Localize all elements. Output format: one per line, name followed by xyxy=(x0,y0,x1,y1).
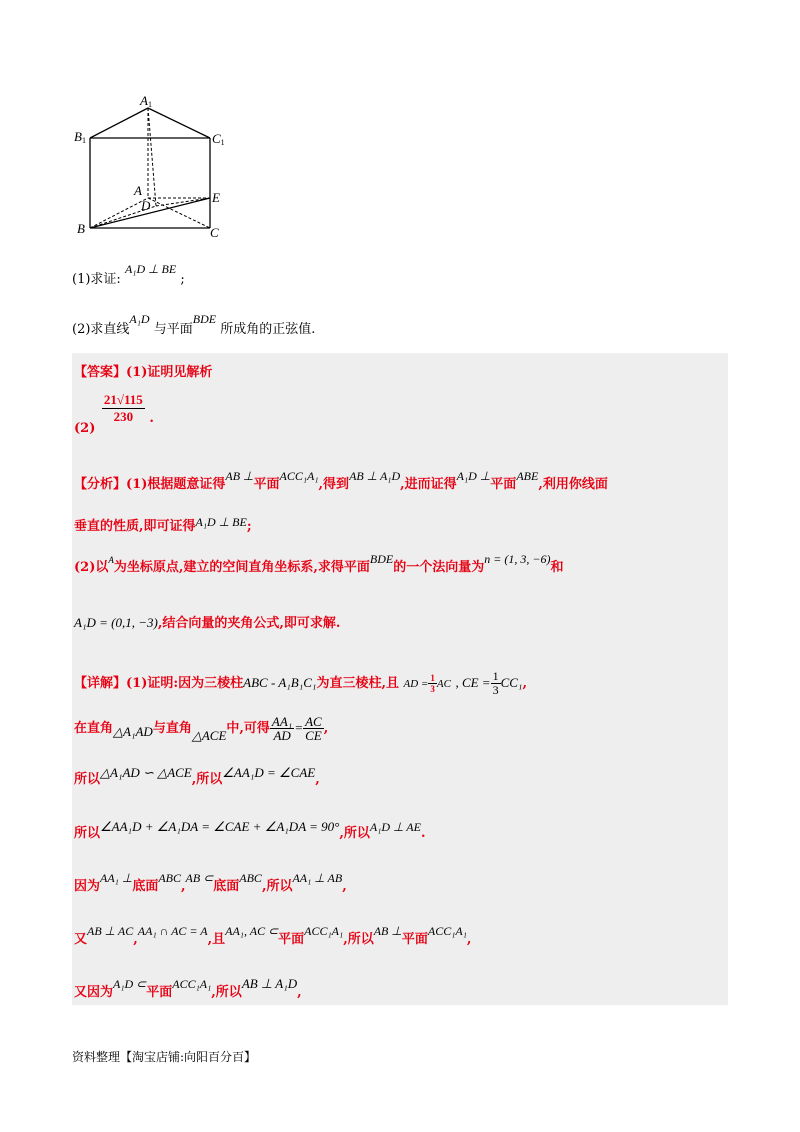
detail-line-5: 因为AA₁ ⊥底面ABC,AB ⊂底面ABC,所以AA₁ ⊥ AB, xyxy=(74,871,347,894)
answer-label: 【答案】(1)证明见解析 xyxy=(74,365,213,380)
detail-line-4: 所以∠AA₁D + ∠A₁DA = ∠CAE + ∠A₁DA = 90°,所以A₁D ⊥ AE. xyxy=(74,819,426,841)
analysis-line-2: 垂直的性质,即可证得A₁D ⊥ BE; xyxy=(74,515,252,534)
label-c: C xyxy=(210,225,219,240)
label-b1: $B_1$ xyxy=(74,129,86,145)
question-2: (2)求直线A₁D 与平面BDE 所成角的正弦值. xyxy=(72,312,316,337)
label-a: A xyxy=(134,183,142,198)
analysis-line-1: 【分析】(1)根据题意证得AB ⊥平面ACC₁A₁,得到AB ⊥ A₁D,进而证得A₁D ⊥平面ABE,利用你线面 xyxy=(74,469,608,492)
label-b: B xyxy=(77,221,85,236)
detail-line-3: 所以△A₁AD ∽ △ACE,所以∠AA₁D = ∠CAE, xyxy=(74,765,320,787)
label-e: E xyxy=(212,190,220,205)
edge-a-c-hidden xyxy=(148,198,210,228)
edge-a1-d-hidden xyxy=(148,108,156,206)
detail-line-2: 在直角△A₁AD与直角△ACE中,可得 $\frac{\text{AA₁}}{AD}$ = $\frac{AC}{CE}$ , xyxy=(74,714,329,743)
detail-line-6: 又AB ⊥ AC,AA₁ ∩ AC = A,且AA₁, AC ⊂平面ACC₁A₁,所以AB ⊥平面ACC₁A₁, xyxy=(74,924,472,947)
label-d: D xyxy=(141,198,151,213)
analysis-line-4: A₁D = (0,1, −3),结合向量的夹角公式,即可求解. xyxy=(74,615,341,631)
answer-fraction: $\frac{21√115}{230}$ xyxy=(103,392,143,424)
prism-figure xyxy=(70,88,240,248)
label-c1: $C_1$ xyxy=(212,131,225,147)
edge-b-a-hidden xyxy=(90,198,151,228)
detail-line-7: 又因为A₁D ⊂平面ACC₁A₁,所以AB ⊥ A₁D, xyxy=(74,976,302,1000)
edge-b1-a1 xyxy=(90,108,148,138)
analysis-line-3: (2)以$^A$为坐标原点,建立的空间直角坐标系,求得平面BDE的一个法向量为n = (1, 3, −6)和 xyxy=(74,552,564,575)
label-a1: $A_1$ xyxy=(140,93,152,109)
answer-part2: (2) $\frac{21√115}{230}$ . xyxy=(74,392,154,436)
footer-source: 资料整理【淘宝店铺:向阳百分百】 xyxy=(72,1050,257,1064)
question-1: (1)求证: A₁D ⊥ BE ; xyxy=(72,262,185,287)
edge-a1-c1 xyxy=(148,108,210,138)
detail-line-1: 【详解】(1)证明:因为三棱柱ABC - A₁B₁C₁为直三棱柱,且 AD = $\frac{1}{3}$ AC , CE = $\frac{1}{3}$ CC₁, xyxy=(74,669,527,697)
